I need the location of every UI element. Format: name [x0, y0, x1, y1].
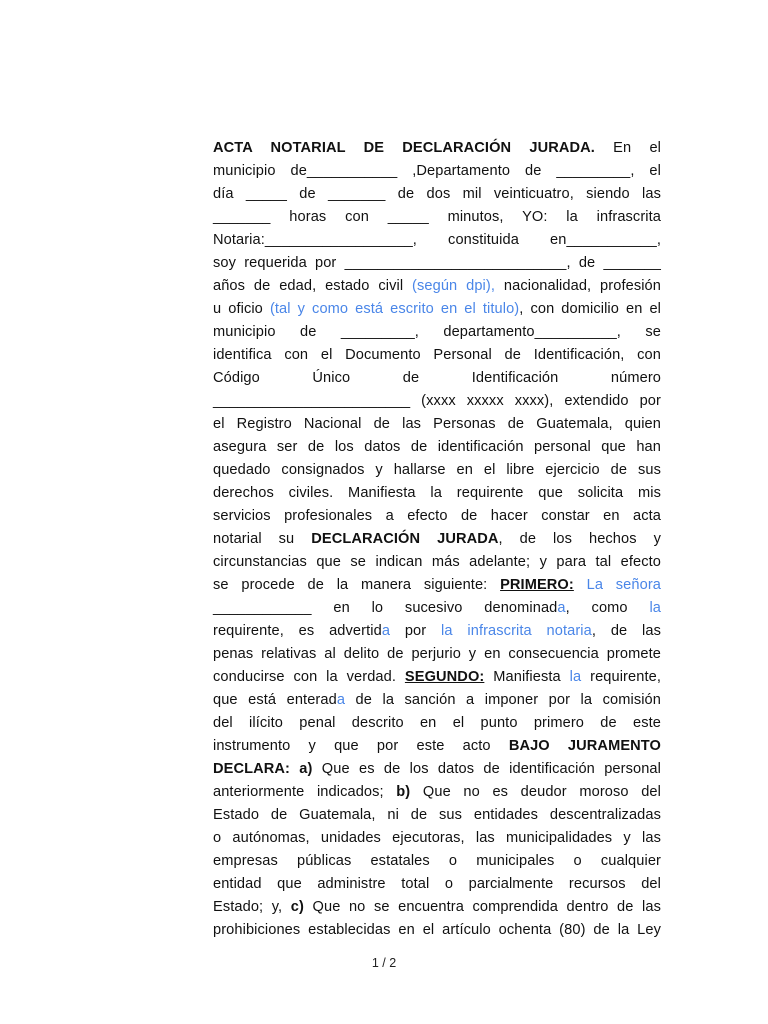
text-segment: del ilícito penal descrito en el punto primero de este: [213, 715, 661, 731]
text-line: [213, 252, 661, 275]
placeholder-hint: La señora: [586, 577, 662, 593]
text-line: [213, 827, 661, 850]
text-line: [213, 505, 661, 528]
text-line: [213, 459, 661, 482]
placeholder-hint: a: [381, 623, 391, 639]
text-segment: , como: [565, 600, 650, 616]
text-segment: Manifiesta: [484, 669, 570, 685]
text-segment: requirente, es advertid: [213, 623, 382, 639]
text-segment: Estado de Guatemala, ni de sus entidades descentralizadas: [213, 807, 661, 823]
text-line: [213, 482, 661, 505]
emphasized-text: DECLARA: a): [213, 761, 313, 777]
text-segment: día _____ de _______ de dos mil veinticuatro, siendo las: [213, 186, 661, 202]
text-line: [213, 758, 661, 781]
text-line: [213, 643, 661, 666]
text-segment: anteriormente indicados;: [213, 784, 397, 800]
text-line: [213, 436, 661, 459]
text-segment: penas relativas al delito de perjurio y en consecuencia promete: [213, 646, 661, 662]
emphasized-text: ACTA NOTARIAL DE DECLARACIÓN JURADA.: [213, 140, 595, 156]
text-segment: Notaria:__________________, constituida en___________,: [213, 232, 661, 248]
emphasized-text: BAJO JURAMENTO: [508, 738, 661, 754]
emphasized-text: PRIMERO:: [500, 577, 574, 593]
text-line: [213, 666, 661, 689]
text-segment: [574, 577, 587, 593]
text-segment: soy requerida por ___________________________, de _______: [213, 255, 661, 271]
text-line: [213, 183, 661, 206]
text-line: [213, 206, 661, 229]
text-line: [213, 735, 661, 758]
text-segment: Que es de los datos de identificación personal: [312, 761, 661, 777]
text-segment: años de edad, estado civil: [213, 278, 413, 294]
text-segment: , con domicilio en el: [519, 301, 662, 317]
text-line: [213, 390, 661, 413]
text-segment: municipio de___________ ,Departamento de _________, el: [213, 163, 661, 179]
text-line: [213, 896, 661, 919]
text-line: [213, 620, 661, 643]
text-segment: _______ horas con _____ minutos, YO: la infrascrita: [213, 209, 661, 225]
text-line: [213, 873, 661, 896]
placeholder-hint: la: [649, 600, 661, 616]
text-line: [213, 275, 661, 298]
emphasized-text: SEGUNDO:: [404, 669, 485, 685]
text-line: [213, 919, 661, 942]
text-segment: se procede de la manera siguiente:: [213, 577, 501, 593]
text-segment: requirente,: [581, 669, 661, 685]
text-line: [213, 689, 661, 712]
text-segment: entidad que administre total o parcialmente recursos del: [213, 876, 661, 892]
text-segment: o autónomas, unidades ejecutoras, las municipalidades y las: [213, 830, 661, 846]
text-segment: derechos civiles. Manifiesta la requirente que solicita mis: [213, 485, 661, 501]
text-segment: ________________________ (xxxx xxxxx xxxx), extendido por: [213, 393, 661, 409]
placeholder-hint: (según dpi),: [412, 278, 496, 294]
text-line: [213, 597, 661, 620]
text-segment: asegura ser de los datos de identificación personal que han: [213, 439, 661, 455]
text-segment: , de los hechos y: [498, 531, 661, 547]
text-line: [213, 781, 661, 804]
emphasized-text: b): [396, 784, 411, 800]
text-segment: Código Único de Identificación número: [213, 370, 661, 386]
placeholder-hint: la infrascrita notaria: [441, 623, 592, 639]
text-line: [213, 367, 661, 390]
text-segment: Estado; y,: [213, 899, 291, 915]
text-line: [213, 551, 661, 574]
text-line: [213, 137, 661, 160]
text-segment: Que no es deudor moroso del: [410, 784, 661, 800]
text-segment: el Registro Nacional de las Personas de Guatemala, quien: [213, 416, 661, 432]
text-line: [213, 574, 661, 597]
text-segment: por: [390, 623, 442, 639]
text-line: [213, 712, 661, 735]
text-line: [213, 298, 661, 321]
placeholder-hint: la: [569, 669, 582, 685]
text-line: [213, 160, 661, 183]
page-number: 1 / 2: [371, 956, 397, 970]
notarial-act-body: [213, 137, 661, 942]
text-segment: Que no se encuentra comprendida dentro de las: [303, 899, 661, 915]
text-segment: de la sanción a imponer por la comisión: [345, 692, 661, 708]
placeholder-hint: (tal y como está escrito en el titulo): [269, 301, 520, 317]
text-segment: servicios profesionales a efecto de hacer constar en acta: [213, 508, 661, 524]
text-segment: que está enterad: [213, 692, 337, 708]
text-segment: notarial su: [213, 531, 312, 547]
emphasized-text: DECLARACIÓN JURADA: [311, 531, 499, 547]
text-segment: instrumento y que por este acto: [213, 738, 509, 754]
text-segment: prohibiciones establecidas en el artículo ochenta (80) de la Ley: [213, 922, 661, 938]
text-segment: En el: [594, 140, 661, 156]
text-segment: , de las: [591, 623, 662, 639]
text-line: [213, 804, 661, 827]
text-line: [213, 413, 661, 436]
text-line: [213, 528, 661, 551]
text-segment: identifica con el Documento Personal de Identificación, con: [213, 347, 661, 363]
text-line: [213, 321, 661, 344]
text-line: [213, 344, 661, 367]
text-line: [213, 229, 661, 252]
text-segment: ____________ en lo sucesivo denominad: [213, 600, 558, 616]
text-segment: circunstancias que se indican más adelante; y para tal efecto: [213, 554, 661, 570]
text-segment: quedado consignados y hallarse en el libre ejercicio de sus: [213, 462, 661, 478]
placeholder-hint: a: [336, 692, 346, 708]
text-segment: conducirse con la verdad.: [213, 669, 405, 685]
text-segment: nacionalidad, profesión: [495, 278, 661, 294]
emphasized-text: c): [290, 899, 304, 915]
text-segment: u oficio: [213, 301, 270, 317]
text-segment: empresas públicas estatales o municipales o cualquier: [213, 853, 661, 869]
placeholder-hint: a: [557, 600, 566, 616]
text-segment: municipio de _________, departamento__________, se: [213, 324, 661, 340]
text-line: [213, 850, 661, 873]
